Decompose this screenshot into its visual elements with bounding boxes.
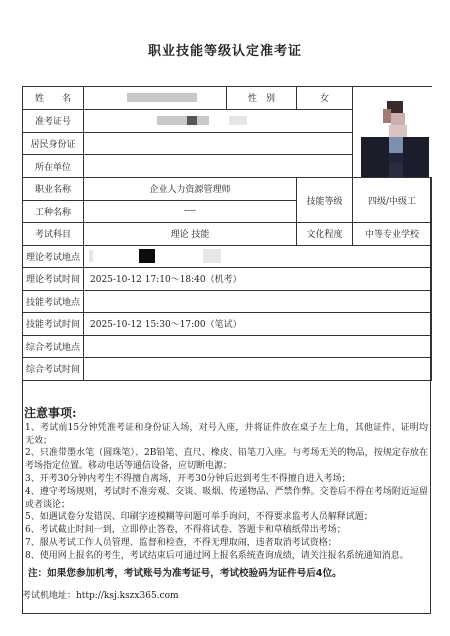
note-item-8: 8、使用网上报名的考生，考试结束后可通过网上报名系统查询成绩，请关注报名系统通知消息。 bbox=[25, 550, 409, 561]
notes-heading: 注意事项: bbox=[24, 406, 77, 420]
exam-url[interactable]: 考试机地址：http://ksj.kszx365.com bbox=[22, 591, 179, 601]
theory-place-value bbox=[84, 245, 432, 268]
ticket-redaction-3 bbox=[197, 116, 209, 125]
skill-place-label: 技能考试地点 bbox=[23, 290, 84, 313]
ticket-redaction-4 bbox=[229, 116, 247, 125]
ticket-redaction-2 bbox=[187, 116, 197, 125]
type-label: 工种名称 bbox=[23, 200, 84, 223]
level-value: 四级/中级工 bbox=[353, 178, 432, 223]
name-redaction bbox=[127, 93, 197, 102]
photo-cell bbox=[353, 87, 432, 178]
theory-place-redaction-2 bbox=[139, 249, 155, 263]
note-item-4: 4、遵守考场规则，考试时不准旁观、交谈、吸烟、传递物品、严禁作弊。交卷后不得在考场附近逗留或者谈论； bbox=[25, 486, 428, 510]
theory-place-redaction-3 bbox=[203, 249, 221, 263]
ticket-value bbox=[84, 109, 353, 132]
theory-time-value: 2025-10-12 17:10～18:40（机考） bbox=[84, 268, 432, 291]
theory-place-label: 理论考试地点 bbox=[23, 245, 84, 268]
id-value bbox=[84, 132, 353, 155]
note-item-7: 7、服从考试工作人员管理、监督和检查，不得无理取闹，违者取消考试资格； bbox=[25, 537, 337, 548]
id-label: 居民身份证 bbox=[23, 132, 84, 155]
comp-place-value bbox=[84, 335, 432, 358]
note-item-5: 5、如遇试卷分发错误、印刷字迹模糊等问题可举手询问，不得要求监考人员解释试题； bbox=[25, 512, 373, 523]
ticket-redaction-1 bbox=[157, 116, 187, 125]
skill-time-value: 2025-10-12 15:30～17:00（笔试） bbox=[84, 313, 432, 336]
gender-label: 性 别 bbox=[227, 87, 297, 110]
name-label: 姓 名 bbox=[23, 87, 84, 110]
theory-time-label: 理论考试时间 bbox=[23, 268, 84, 291]
note-item-6: 6、考试截止时间一到，立即停止答卷，不得将试卷、答题卡和草稿纸带出考场； bbox=[25, 525, 346, 536]
notes-section bbox=[22, 405, 431, 563]
candidate-photo bbox=[353, 87, 432, 177]
job-value: 企业人力资源管理师 bbox=[84, 178, 297, 201]
comp-time-value bbox=[84, 358, 432, 381]
page-title: 职业技能等级认定准考证 bbox=[147, 44, 302, 59]
admission-ticket-table bbox=[22, 86, 432, 381]
gender-value: 女 bbox=[297, 87, 353, 110]
subject-label: 考试科目 bbox=[23, 223, 84, 246]
edu-label: 文化程度 bbox=[297, 223, 353, 246]
unit-label: 所在单位 bbox=[23, 155, 84, 178]
subject-value: 理论 技能 bbox=[84, 223, 297, 246]
comp-place-label: 综合考试地点 bbox=[23, 335, 84, 358]
edu-value: 中等专业学校 bbox=[353, 223, 432, 246]
note-item-2: 2、只准带墨水笔（圆珠笔）、2B铅笔、直尺、橡皮、铅笔刀入座。与考场无关的物品，按规定存放在考场指定位置。移动电话等通信设备，应切断电源； bbox=[25, 448, 428, 472]
unit-value bbox=[84, 155, 353, 178]
skill-place-value bbox=[84, 290, 432, 313]
note-item-1: 1、考试前15分钟凭准考证和身份证入场，对号入座，并将证件放在桌子左上角，其他证件、证明均无效； bbox=[25, 422, 428, 446]
ticket-label: 准考证号 bbox=[23, 109, 84, 132]
comp-time-label: 综合考试时间 bbox=[23, 358, 84, 381]
skill-time-label: 技能考试时间 bbox=[23, 313, 84, 336]
name-value bbox=[84, 87, 227, 110]
job-label: 职业名称 bbox=[23, 178, 84, 201]
machine-exam-notice: 注：如果您参加机考，考试账号为准考证号，考试校验码为证件号后4位。 bbox=[28, 568, 342, 579]
level-label: 技能等级 bbox=[297, 178, 353, 223]
note-item-3: 3、开考30分钟内考生不得擅自离场，开考30分钟后迟到考生不得擅自进入考场； bbox=[25, 473, 351, 484]
theory-place-redaction-1 bbox=[89, 250, 93, 262]
type-value: ---- bbox=[84, 200, 297, 223]
